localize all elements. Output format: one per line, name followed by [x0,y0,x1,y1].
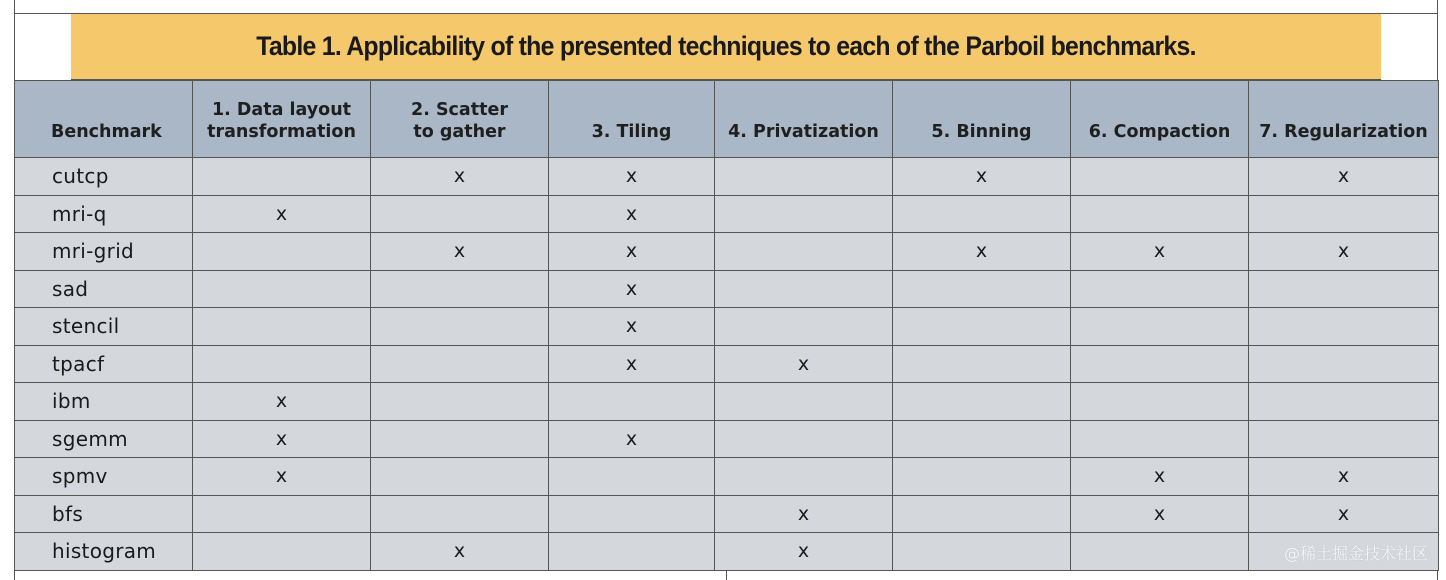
header-technique-1 [193,81,371,158]
technique-cell: x [1249,495,1439,533]
technique-cell: x [1071,233,1249,271]
technique-cell: x [1249,233,1439,271]
technique-cell: x [371,533,549,571]
technique-cell [1249,270,1439,308]
technique-cell [1071,195,1249,233]
benchmark-name: histogram [15,533,193,571]
technique-cell [893,345,1071,383]
technique-cell [371,420,549,458]
table-row [15,420,1439,458]
technique-cell [1071,158,1249,196]
technique-cell [1249,308,1439,346]
technique-cell [371,345,549,383]
table-row [15,495,1439,533]
header-label: 5. Binning [931,122,1032,142]
header-technique-5 [893,81,1071,158]
technique-cell [371,195,549,233]
watermark-text: @稀土掘金技术社区 [1283,544,1428,563]
header-row [15,81,1439,158]
technique-cell [715,420,893,458]
table-row [15,383,1439,421]
technique-cell [371,308,549,346]
technique-cell [193,495,371,533]
technique-cell: x [715,533,893,571]
benchmark-name: ibm [15,383,193,421]
technique-cell: x [549,233,715,271]
header-technique-7 [1249,81,1439,158]
technique-cell [893,495,1071,533]
header-technique-6 [1071,81,1249,158]
table-body [15,158,1439,571]
table-row [15,270,1439,308]
benchmark-name: bfs [15,495,193,533]
technique-cell: x [893,233,1071,271]
technique-cell: x [549,195,715,233]
header-label: 3. Tiling [591,122,672,142]
technique-cell [1071,420,1249,458]
technique-cell [715,458,893,496]
technique-cell [1249,345,1439,383]
technique-cell [715,233,893,271]
technique-cell: x [893,158,1071,196]
technique-cell: x [549,345,715,383]
technique-cell [549,533,715,571]
technique-cell [715,383,893,421]
table-row [15,308,1439,346]
technique-cell [549,458,715,496]
table-row [15,233,1439,271]
benchmark-name: sgemm [15,420,193,458]
technique-cell: x [549,308,715,346]
technique-cell [893,533,1071,571]
technique-cell [193,158,371,196]
header-label: 7. Regularization [1259,122,1428,142]
technique-cell [893,308,1071,346]
technique-cell [715,270,893,308]
technique-cell [1249,383,1439,421]
header-label: 1. Data layout transformation [207,100,356,142]
technique-cell [1071,383,1249,421]
benchmark-name: tpacf [15,345,193,383]
table-row [15,345,1439,383]
technique-cell [1071,308,1249,346]
table-caption: Table 1. Applicability of the presented techniques to each of the Parboil benchmarks. [71,14,1381,80]
technique-cell [715,158,893,196]
technique-cell: x [549,270,715,308]
technique-cell [715,308,893,346]
table-row [15,195,1439,233]
technique-cell [371,270,549,308]
technique-cell [893,195,1071,233]
technique-cell: x [193,420,371,458]
technique-cell: x [193,383,371,421]
technique-cell [193,308,371,346]
technique-cell: x [1249,458,1439,496]
technique-cell [1071,270,1249,308]
technique-cell [371,495,549,533]
technique-cell [193,270,371,308]
technique-cell [549,495,715,533]
technique-cell [371,458,549,496]
technique-cell [193,233,371,271]
benchmark-name: mri-q [15,195,193,233]
technique-cell: x [1249,158,1439,196]
header-label: 2. Scatter to gather [411,100,508,142]
table-row [15,533,1439,571]
benchmark-name: spmv [15,458,193,496]
benchmark-name: sad [15,270,193,308]
technique-cell: x [715,345,893,383]
technique-cell [549,383,715,421]
technique-cell [193,345,371,383]
table-row [15,158,1439,196]
technique-cell [1249,195,1439,233]
technique-cell: x [1071,458,1249,496]
technique-cell [893,383,1071,421]
technique-cell [371,383,549,421]
table-container [14,14,1438,571]
header-technique-2 [371,81,549,158]
header-benchmark [15,81,193,158]
technique-cell [893,270,1071,308]
technique-cell [1249,420,1439,458]
technique-cell [893,458,1071,496]
benchmark-name: stencil [15,308,193,346]
technique-cell: x [549,420,715,458]
technique-cell: x [193,195,371,233]
technique-cell [193,533,371,571]
technique-cell: x [715,495,893,533]
technique-cell: x [549,158,715,196]
header-technique-4 [715,81,893,158]
technique-cell: x [371,233,549,271]
technique-cell [1071,533,1249,571]
bottom-divider [726,570,727,580]
header-label: Benchmark [51,122,162,142]
header-technique-3 [549,81,715,158]
header-label: 6. Compaction [1088,122,1231,142]
technique-cell: x [193,458,371,496]
benchmark-name: mri-grid [15,233,193,271]
technique-cell [893,420,1071,458]
benchmark-table [14,80,1439,571]
technique-cell: x [371,158,549,196]
technique-cell: x [1071,495,1249,533]
header-label: 4. Privatization [728,122,879,142]
technique-cell [1071,345,1249,383]
benchmark-name: cutcp [15,158,193,196]
technique-cell [715,195,893,233]
table-row [15,458,1439,496]
